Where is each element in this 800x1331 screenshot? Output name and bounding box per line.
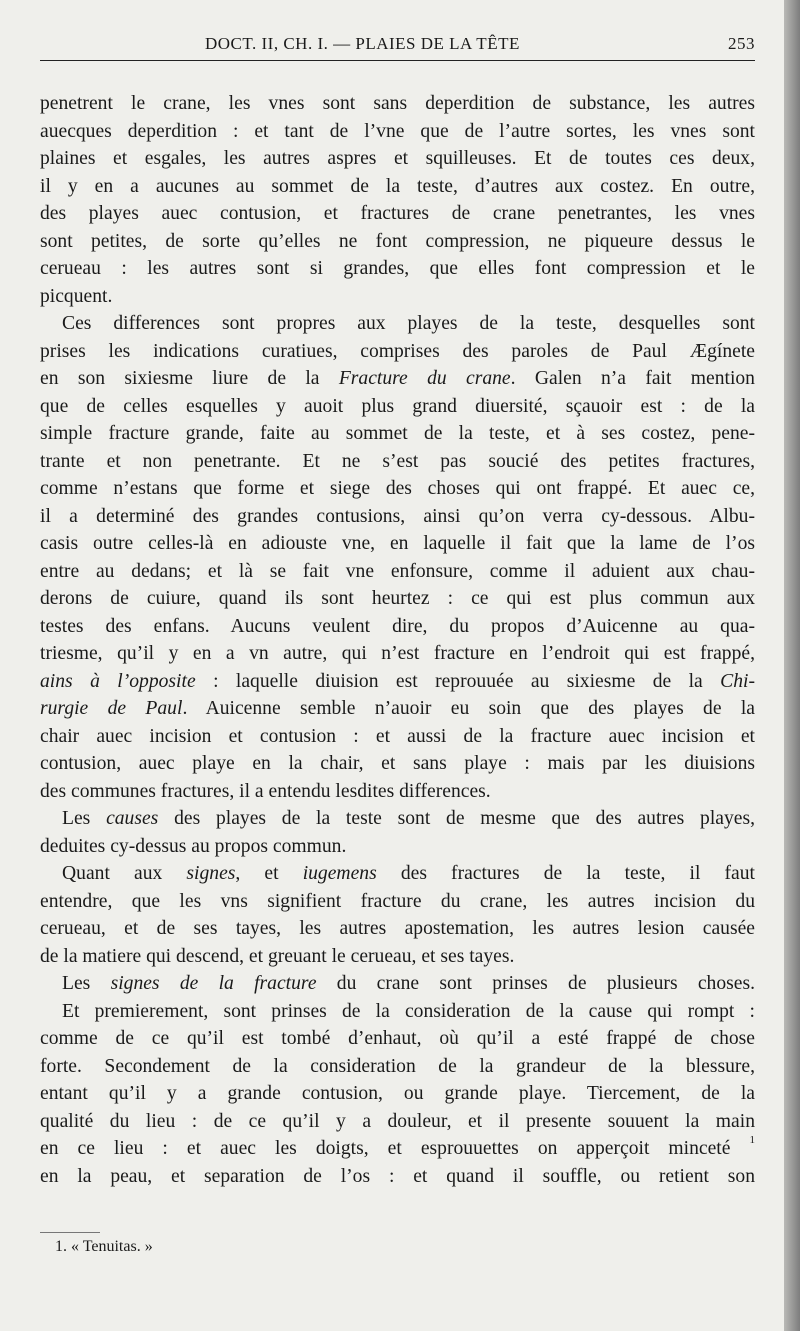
text-segment: des playes de la teste sont de mesme que des autres playes, <box>158 808 755 829</box>
text-segment: il a determiné des grandes contusions, ainsi qu’on verra cy-dessous. Albu- <box>40 505 755 527</box>
text-segment: prises les indications curatiues, comprises des paroles de Paul Ægínete <box>40 340 755 362</box>
text-line <box>40 283 755 311</box>
text-line <box>40 475 755 503</box>
text-segment: Et premierement, sont prinses de la consideration de la cause qui rompt : <box>62 1000 755 1022</box>
text-segment: . Auicenne semble n’auoir eu soin que des playes de la <box>182 698 755 719</box>
text-line <box>40 1053 755 1081</box>
text-segment: comme de ce qu’il est tombé d’enhaut, où qu’il a esté frappé de chose <box>40 1028 755 1049</box>
italic-text: iugemens <box>302 863 377 884</box>
italic-text: causes <box>106 808 159 829</box>
text-line <box>40 145 755 173</box>
text-segment: chair auec incision et contusion : et aussi de la fracture auec incision et <box>40 725 755 747</box>
text-line <box>40 998 755 1026</box>
text-segment: de la matiere qui descend, et greuant le cerueau, et ses tayes. <box>40 945 515 967</box>
text-line <box>40 1163 755 1191</box>
text-segment: que de celles esquelles y auoit plus grand diuersité, sçauoir est : de la <box>40 395 755 417</box>
text-line <box>40 118 755 146</box>
italic-text: signes <box>186 863 236 884</box>
text-line <box>40 943 755 971</box>
text-line <box>40 255 755 283</box>
text-segment: il y en a aucunes au sommet de la teste, d’autres aux costez. En outre, <box>40 175 755 197</box>
text-segment: forte. Secondement de la consideration de la grandeur de la blessure, <box>40 1055 755 1077</box>
text-line <box>40 420 755 448</box>
text-segment: cerueau : les autres sont si grandes, que elles font compression et le <box>40 258 755 279</box>
running-title: DOCT. II, CH. I. — PLAIES DE LA TÊTE <box>205 34 520 53</box>
text-line <box>40 1080 755 1108</box>
text-segment: contusion, auec playe en la chair, et sans playe : mais par les diuisions <box>40 753 755 774</box>
text-segment: des communes fractures, il a entendu lesdites differences. <box>40 780 491 802</box>
text-segment: Quant aux <box>62 863 187 884</box>
text-line <box>40 750 755 778</box>
text-line <box>40 503 755 531</box>
italic-text: rurgie de Paul <box>40 698 183 719</box>
text-line <box>40 833 755 861</box>
text-segment: trante et non penetrante. Et ne s’est pas soucié des petites fractures, <box>40 450 755 472</box>
text-line <box>40 915 755 943</box>
text-line <box>40 860 755 888</box>
text-segment: simple fracture grande, faite au sommet de la teste, et à ses costez, pene- <box>40 423 755 444</box>
text-segment: des playes auec contusion, et fractures de crane penetrantes, les vnes <box>40 203 755 224</box>
text-segment: cerueau, et de ses tayes, les autres apostemation, les autres lesion causée <box>40 918 755 939</box>
text-segment: du crane sont prinses de plusieurs choses. <box>316 973 755 994</box>
text-line <box>40 200 755 228</box>
text-segment: Les <box>62 973 111 994</box>
page-number: 253 <box>728 34 755 53</box>
text-line <box>40 228 755 256</box>
text-line <box>40 1108 755 1136</box>
text-segment: Les <box>62 808 107 829</box>
text-line <box>40 888 755 916</box>
text-segment: sont petites, de sorte qu’elles ne font compression, ne piqueure dessus le <box>40 230 755 252</box>
footnote: 1. « Tenuitas. » <box>55 1238 153 1255</box>
text-segment: , et <box>235 863 303 884</box>
text-segment: entant qu’il y a grande contusion, ou grande playe. Tiercement, de la <box>40 1083 755 1104</box>
text-segment: en son sixiesme liure de la <box>40 368 339 389</box>
running-header <box>40 30 755 61</box>
text-line <box>40 640 755 668</box>
text-segment: comme n’estans que forme et siege des choses qui ont frappé. Et auec ce, <box>40 478 755 499</box>
text-segment: testes des enfans. Aucuns veulent dire, du propos d’Auicenne au qua- <box>40 615 755 637</box>
text-line <box>40 778 755 806</box>
text-segment: deduites cy-dessus au propos commun. <box>40 835 347 857</box>
text-line <box>40 448 755 476</box>
text-line <box>40 530 755 558</box>
text-line <box>40 365 755 393</box>
text-line <box>40 173 755 201</box>
text-segment: plaines et esgales, les autres aspres et squilleuses. Et de toutes ces deux, <box>40 148 755 169</box>
text-line <box>40 613 755 641</box>
text-segment: Ces differences sont propres aux playes de la teste, desquelles sont <box>62 313 755 334</box>
text-segment: auecques deperdition : et tant de l’vne que de l’autre sortes, les vnes sont <box>40 120 755 142</box>
italic-text: Chi- <box>720 670 755 692</box>
text-line <box>40 393 755 421</box>
text-segment: penetrent le crane, les vnes sont sans deperdition de substance, les autres <box>40 93 755 114</box>
text-segment: des fractures de la teste, il faut <box>376 863 755 884</box>
text-line <box>40 723 755 751</box>
text-line <box>40 1135 755 1163</box>
text-segment: : laquelle diuision est reprouuée au sixiesme de la <box>195 670 721 692</box>
text-segment: casis outre celles-là en adiouste vne, en laquelle il fait que la lame de l’os <box>40 533 755 554</box>
text-segment: entendre, que les vns signifient fracture du crane, les autres incision du <box>40 890 755 912</box>
italic-text: signes de la fracture <box>110 973 317 994</box>
text-segment: entre au dedans; et là se fait vne enfonsure, comme il aduient aux chau- <box>40 560 755 582</box>
text-line <box>40 1025 755 1053</box>
text-line <box>40 90 755 118</box>
text-line <box>40 338 755 366</box>
text-line <box>40 970 755 998</box>
text-line <box>40 805 755 833</box>
text-line <box>40 695 755 723</box>
page-gutter-shadow <box>784 0 800 1331</box>
text-segment: triesme, qu’il y en a vn autre, qui n’est fracture en l’endroit qui est frappé, <box>40 643 755 664</box>
text-segment: en ce lieu : et auec les doigts, et esprouuettes on apperçoit minceté <box>40 1138 750 1159</box>
text-line <box>40 668 755 696</box>
italic-text: Fracture du crane <box>338 368 511 389</box>
text-segment: derons de cuiure, quand ils sont heurtez : ce qui est plus commun aux <box>40 588 755 609</box>
text-line <box>40 558 755 586</box>
text-segment: . Galen n’a fait mention <box>510 368 755 389</box>
footnote-ref: 1 <box>749 1135 755 1146</box>
text-segment: en la peau, et separation de l’os : et quand il souffle, ou retient son <box>40 1165 755 1187</box>
text-line <box>40 310 755 338</box>
text-segment: picquent. <box>40 285 113 307</box>
text-line <box>40 585 755 613</box>
italic-text: ains à l’opposite <box>40 670 196 692</box>
body-text <box>40 90 755 1190</box>
text-segment: qualité du lieu : de ce qu’il y a douleur, et il presente souuent la main <box>40 1110 755 1132</box>
footnote-divider <box>40 1232 100 1233</box>
